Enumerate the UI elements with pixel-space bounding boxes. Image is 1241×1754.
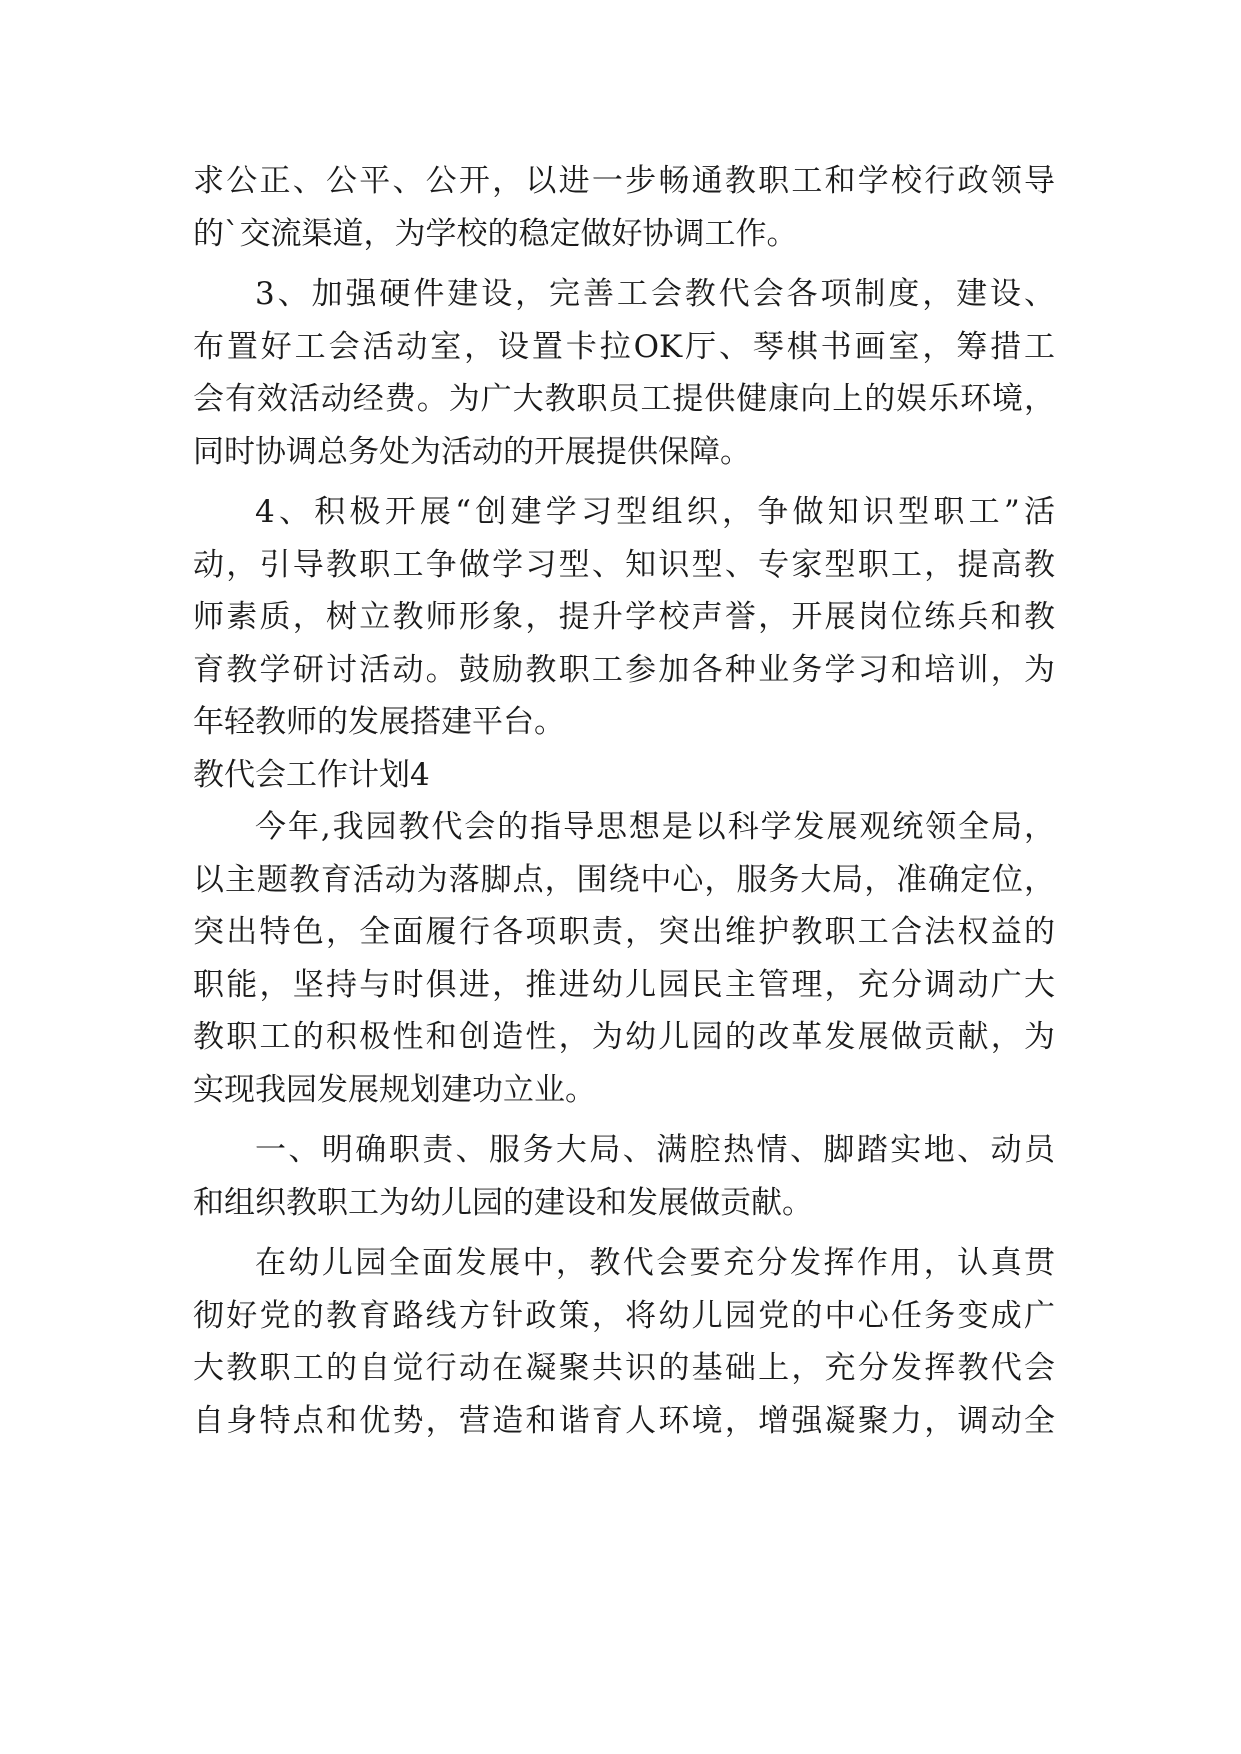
paragraph [193,486,1055,749]
text-line: 今年,我园教代会的指导思想是以科学发展观统领全局， [255,809,1055,845]
text-line: 求公正、公平、公开，以进一步畅通教职工和学校行政领导 [193,163,1055,199]
text-line: 职能，坚持与时俱进，推进幼儿园民主管理，充分调动广大 [193,966,1055,1003]
text-line: 教职工的积极性和创造性，为幼儿园的改革发展做贡献，为 [193,1019,1055,1055]
text-line: 和组织教职工为幼儿园的建设和发展做贡献。 [193,1184,813,1221]
text-line: 在幼儿园全面发展中，教代会要充分发挥作用，认真贯 [255,1245,1055,1281]
text-line: 以主题教育活动为落脚点，围绕中心，服务大局，准确定位， [193,861,1055,898]
text-line: 一、明确职责、服务大局、满腔热情、脚踏实地、动员 [255,1132,1055,1168]
text-line: 的`交流渠道，为学校的稳定做好协调工作。 [193,215,798,252]
paragraph [193,155,1055,260]
text-line: 彻好党的教育路线方针政策，将幼儿园党的中心任务变成广 [193,1297,1055,1334]
paragraph [193,1124,1055,1229]
text-line: 大教职工的自觉行动在凝聚共识的基础上，充分发挥教代会 [193,1350,1055,1386]
text-line: 3、加强硬件建设，完善工会教代会各项制度，建设、 [255,276,1055,312]
paragraph [193,268,1055,478]
text-line: 年轻教师的发展搭建平台。 [193,704,565,740]
document-page [193,155,1055,1447]
text-line: 育教学研讨活动。鼓励教职工参加各种业务学习和培训，为 [193,651,1055,688]
text-line: 4、积极开展“创建学习型组织，争做知识型职工”活 [255,494,1055,530]
text-line: 实现我园发展规划建功立业。 [193,1071,596,1108]
text-line: 动，引导教职工争做学习型、知识型、专家型职工，提高教 [193,546,1055,583]
paragraph [193,801,1055,1116]
text-line: 会有效活动经费。为广大教职员工提供健康向上的娱乐环境， [193,381,1055,417]
text-line: 突出特色，全面履行各项职责，突出维护教职工合法权益的 [193,914,1055,950]
text-line: 布置好工会活动室，设置卡拉OK厅、琴棋书画室，筹措工 [193,328,1055,365]
text-line: 自身特点和优势，营造和谐育人环境，增强凝聚力，调动全 [193,1402,1055,1439]
section-heading: 教代会工作计划4 [193,756,430,793]
text-line: 同时协调总务处为活动的开展提供保障。 [193,433,751,470]
text-line: 师素质，树立教师形象，提升学校声誉，开展岗位练兵和教 [193,599,1055,635]
paragraph [193,1237,1055,1447]
